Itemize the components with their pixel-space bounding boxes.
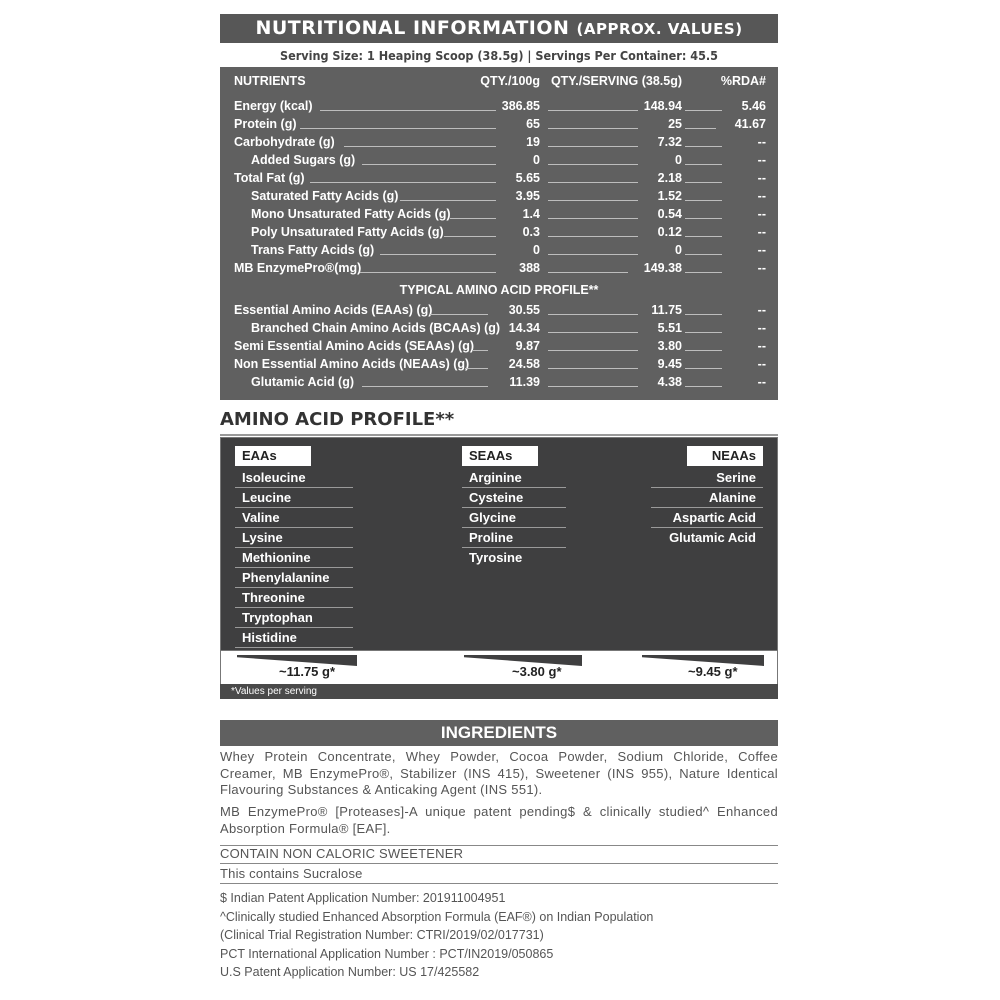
per100-value: 1.4 <box>522 207 540 221</box>
serving-value: 9.45 <box>657 357 682 371</box>
list-item: Leucine <box>235 488 353 508</box>
table-row <box>220 169 778 187</box>
amino-section-title: TYPICAL AMINO ACID PROFILE** <box>399 283 599 297</box>
nutrient-name: Saturated Fatty Acids (g) <box>251 189 399 203</box>
footnote: (Clinical Trial Registration Number: CTRI/2019/02/017731) <box>220 928 544 942</box>
seaas-list <box>462 468 566 568</box>
per100-value: 386.85 <box>501 99 540 113</box>
per100-value: 0 <box>533 243 540 257</box>
nutrition-title-main: NUTRITIONAL INFORMATION <box>255 17 570 39</box>
nutrient-name: Added Sugars (g) <box>251 153 356 167</box>
per100-value: 65 <box>526 117 540 131</box>
nutrition-table <box>220 67 778 400</box>
neaas-list <box>651 468 763 548</box>
table-row <box>220 115 778 133</box>
table-header <box>220 72 778 90</box>
rda-value: -- <box>757 357 766 371</box>
rda-value: -- <box>757 225 766 239</box>
nutrient-name: Semi Essential Amino Acids (SEAAs) (g) <box>234 339 475 353</box>
list-item: Tryptophan <box>235 608 353 628</box>
list-item: Histidine <box>235 628 353 648</box>
footnote: PCT International Application Number : PCT/IN2019/050865 <box>220 946 554 961</box>
seaas-tag: SEAAs <box>462 446 538 466</box>
sucralose-note: This contains Sucralose <box>220 866 363 881</box>
list-item: Phenylalanine <box>235 568 353 588</box>
rda-value: -- <box>757 135 766 149</box>
neaas-tag: NEAAs <box>687 446 763 466</box>
amino-profile-title: AMINO ACID PROFILE** <box>220 409 455 430</box>
amino-profile-box <box>220 437 778 651</box>
divider <box>220 434 778 436</box>
rda-value: -- <box>757 375 766 389</box>
list-item: Methionine <box>235 548 353 568</box>
divider <box>220 883 778 884</box>
list-item: Isoleucine <box>235 468 353 488</box>
per100-value: 388 <box>519 261 540 275</box>
header-nutrients: NUTRIENTS <box>234 74 306 88</box>
list-item: Alanine <box>651 488 763 508</box>
nutrient-name: Trans Fatty Acids (g) <box>251 243 375 257</box>
rda-value: -- <box>757 153 766 167</box>
rda-value: -- <box>757 303 766 317</box>
table-row <box>220 133 778 151</box>
per100-value: 24.58 <box>508 357 540 371</box>
table-row <box>220 373 778 391</box>
rda-value: 5.46 <box>741 99 766 113</box>
table-row <box>220 223 778 241</box>
serving-value: 0 <box>675 153 682 167</box>
serving-info: Serving Size: 1 Heaping Scoop (38.5g) | Servings Per Container: 45.5 <box>280 48 718 63</box>
eaas-qty: ~11.75 g* <box>279 664 336 679</box>
list-item: Lysine <box>235 528 353 548</box>
nutrient-name: Mono Unsaturated Fatty Acids (g) <box>251 207 451 221</box>
serving-value: 1.52 <box>657 189 682 203</box>
list-item: Tyrosine <box>469 550 523 565</box>
table-row <box>220 151 778 169</box>
rda-value: -- <box>757 261 766 275</box>
nutrient-name: Carbohydrate (g) <box>234 135 335 149</box>
nutrient-name: Essential Amino Acids (EAAs) (g) <box>234 303 433 317</box>
per100-value: 19 <box>526 135 540 149</box>
per100-value: 0 <box>533 153 540 167</box>
ingredients-text: Whey Protein Concentrate, Whey Powder, Cocoa Powder, Sodium Chloride, Coffee Creamer, MB EnzymePro®, Stabilizer (INS 415), Sweetener (INS 955), Nature Identical Flavouring Substances & Anticaking Agent (INS 551). <box>220 749 778 797</box>
list-item: Glycine <box>462 508 566 528</box>
table-row <box>220 301 778 319</box>
enzyme-text: MB EnzymePro® [Proteases]-A unique patent pending$ & clinically studied^ Enhanced Absorption Formula® [EAF]. <box>220 804 778 836</box>
per100-value: 0.3 <box>522 225 540 239</box>
table-row <box>220 259 778 277</box>
header-per-serving: QTY./SERVING (38.5g) <box>550 74 682 88</box>
serving-value: 11.75 <box>651 303 682 317</box>
nutrient-name: Glutamic Acid (g) <box>251 375 355 389</box>
seaas-qty: ~3.80 g* <box>512 664 562 679</box>
nutrition-title <box>220 14 778 43</box>
serving-value: 7.32 <box>657 135 682 149</box>
list-item: Glutamic Acid <box>669 530 756 545</box>
footnote: $ Indian Patent Application Number: 201911004951 <box>220 891 506 905</box>
per100-value: 30.55 <box>508 303 540 317</box>
table-row <box>220 187 778 205</box>
eaas-tag: EAAs <box>235 446 311 466</box>
rda-value: -- <box>757 243 766 257</box>
table-row <box>220 241 778 259</box>
nutrient-name: Total Fat (g) <box>234 171 305 185</box>
table-row <box>220 97 778 115</box>
nutrient-name: Branched Chain Amino Acids (BCAAs) (g) <box>251 321 501 335</box>
table-row <box>220 205 778 223</box>
header-rda: %RDA# <box>720 74 766 88</box>
footnote: ^Clinically studied Enhanced Absorption Formula (EAF®) on Indian Population <box>220 909 654 924</box>
table-row <box>220 319 778 337</box>
values-note: *Values per serving <box>220 684 778 699</box>
eaas-list <box>235 468 353 648</box>
table-row <box>220 355 778 373</box>
per100-value: 5.65 <box>515 171 540 185</box>
serving-value: 148.94 <box>643 99 682 113</box>
footnotes <box>220 889 778 982</box>
amino-quantities <box>220 651 778 684</box>
table-row <box>220 337 778 355</box>
per100-value: 11.39 <box>509 375 540 389</box>
serving-value: 0 <box>675 243 682 257</box>
rda-value: -- <box>757 207 766 221</box>
list-item: Serine <box>651 468 763 488</box>
per100-value: 14.34 <box>508 321 540 335</box>
footnote: U.S Patent Application Number: US 17/425582 <box>220 965 480 979</box>
header-per100: QTY./100g <box>480 74 540 88</box>
per100-value: 9.87 <box>515 339 540 353</box>
nutrient-name: MB EnzymePro®(mg) <box>234 261 362 275</box>
rda-value: -- <box>757 171 766 185</box>
sweetener-warning: CONTAIN NON CALORIC SWEETENER <box>220 846 464 861</box>
ingredients-title: INGREDIENTS <box>220 720 778 746</box>
serving-value: 2.18 <box>657 171 682 185</box>
nutrition-title-sub: (APPROX. VALUES) <box>576 20 743 38</box>
serving-value: 25 <box>668 117 682 131</box>
list-item: Arginine <box>462 468 566 488</box>
list-item: Proline <box>462 528 566 548</box>
rda-value: -- <box>757 189 766 203</box>
divider <box>220 863 778 864</box>
serving-value: 4.38 <box>657 375 682 389</box>
list-item: Threonine <box>235 588 353 608</box>
serving-value: 5.51 <box>657 321 682 335</box>
per100-value: 3.95 <box>515 189 540 203</box>
serving-value: 149.38 <box>643 261 682 275</box>
serving-value: 0.12 <box>657 225 682 239</box>
list-item: Cysteine <box>462 488 566 508</box>
nutrient-name: Protein (g) <box>234 117 297 131</box>
list-item: Valine <box>235 508 353 528</box>
neaas-qty: ~9.45 g* <box>688 664 738 679</box>
nutrient-name: Energy (kcal) <box>234 99 313 113</box>
serving-value: 3.80 <box>657 339 682 353</box>
list-item: Aspartic Acid <box>651 508 763 528</box>
rda-value: -- <box>757 321 766 335</box>
rda-value: -- <box>757 339 766 353</box>
nutrient-name: Poly Unsaturated Fatty Acids (g) <box>251 225 444 239</box>
nutrient-name: Non Essential Amino Acids (NEAAs) (g) <box>234 357 470 371</box>
serving-value: 0.54 <box>657 207 682 221</box>
rda-value: 41.67 <box>734 117 766 131</box>
